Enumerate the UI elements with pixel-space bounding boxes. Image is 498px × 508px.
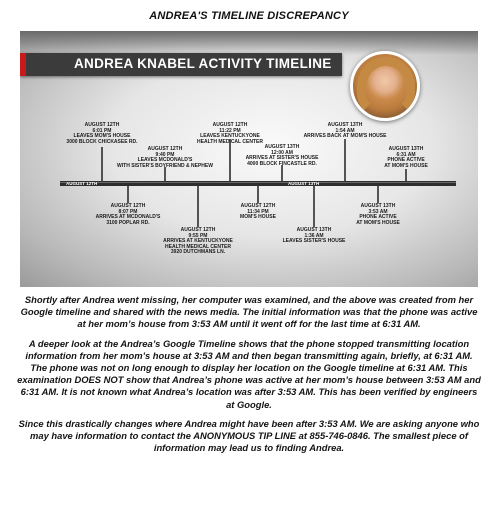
event-line: LEAVES SISTER'S HOUSE xyxy=(282,238,346,245)
event-date: AUGUST 12TH xyxy=(180,227,216,233)
event-date: AUGUST 13TH xyxy=(360,203,396,209)
event-above-2 xyxy=(117,147,213,169)
paragraph-3: Since this drastically changes where Andrea might have been after 3:53 AM. We are asking anyone who may have information to contact the ANONYMOUS TIP LINE at 855-746-0846. The smallest piece of information may lead us to finding Andrea. xyxy=(18,417,480,454)
event-time: 11:34 PM xyxy=(247,208,269,215)
banner-title: ANDREA KNABEL ACTIVITY TIMELINE xyxy=(74,56,332,71)
event-time: 9:40 PM xyxy=(155,151,175,158)
event-date: AUGUST 12TH xyxy=(84,122,120,128)
event-line: LEAVES KENTUCKYONE xyxy=(200,133,260,140)
event-above-4 xyxy=(234,145,330,167)
event-above-6 xyxy=(358,147,454,169)
event-below-4 xyxy=(266,228,362,245)
event-time: 9:55 PM xyxy=(188,232,208,239)
event-above-1 xyxy=(54,123,150,145)
event-below-3 xyxy=(210,204,306,221)
event-line: WITH SISTER'S BOYFRIEND & NEPHEW xyxy=(117,162,213,169)
event-below-2 xyxy=(150,228,246,256)
event-time: 12:00 AM xyxy=(271,149,293,156)
event-date: AUGUST 12TH xyxy=(240,203,276,209)
event-line: HEALTH MEDICAL CENTER xyxy=(165,243,231,250)
event-line: ARRIVES AT SISTER'S HOUSE xyxy=(245,155,319,162)
event-time: 1:36 AM xyxy=(304,232,324,239)
event-line: PHONE ACTIVE xyxy=(359,214,397,221)
event-line: 3920 DUTCHMANS LN. xyxy=(170,249,226,256)
timeline-axis xyxy=(60,181,456,186)
event-time: 1:54 AM xyxy=(335,127,355,134)
event-date: AUGUST 12TH xyxy=(212,122,248,128)
event-time: 8:07 PM xyxy=(118,208,138,215)
event-below-1 xyxy=(80,204,176,226)
event-line: 3100 POPLAR RD. xyxy=(106,219,150,226)
body-text xyxy=(16,294,482,461)
event-line: AT MOM'S HOUSE xyxy=(384,162,428,169)
event-line: ARRIVES AT KENTUCKYONE xyxy=(163,238,233,245)
event-below-5 xyxy=(330,204,426,226)
event-date: AUGUST 13TH xyxy=(388,146,424,152)
event-date: AUGUST 12TH xyxy=(147,146,183,152)
event-line: PHONE ACTIVE xyxy=(387,157,425,164)
event-line: 4000 BLOCK FINCASTLE RD. xyxy=(247,160,317,167)
event-time: 3:53 AM xyxy=(368,208,388,215)
event-date: AUGUST 12TH xyxy=(110,203,146,209)
event-above-3 xyxy=(182,123,278,145)
event-above-5 xyxy=(297,123,393,140)
event-line: LEAVES MCDONALD'S xyxy=(137,157,193,164)
document-heading: ANDREA'S TIMELINE DISCREPANCY xyxy=(149,10,349,22)
event-line: 3000 BLOCK CHICKASEE RD. xyxy=(66,138,138,145)
timeline-axis-highlight xyxy=(60,182,456,183)
event-line: ARRIVES AT MCDONALD'S xyxy=(95,214,161,221)
event-date: AUGUST 13TH xyxy=(296,227,332,233)
axis-label-aug12: AUGUST 12TH xyxy=(66,181,98,186)
event-line: AT MOM'S HOUSE xyxy=(356,219,400,226)
event-line: ARRIVES BACK AT MOM'S HOUSE xyxy=(303,133,387,140)
paragraph-2: A deeper look at the Andrea’s Google Timeline shows that the phone stopped transmitting location information from her mom’s house at 3:53 AM and then began transmitting again, briefly, at 6:31 AM. The phone was not on long enough to display her location on the Google timeline at 6:31 AM. This examination DOES NOT show that Andrea’s phone was active at her mom’s house between 3:53 AM and 6:31 AM. It is not known what Andrea’s location was after 3:53 AM. This has been verified by engineers at Google. xyxy=(17,337,481,410)
event-time: 11:22 PM xyxy=(219,127,241,134)
event-line: MOM'S HOUSE xyxy=(240,214,276,221)
event-date: AUGUST 13TH xyxy=(327,122,363,128)
timeline-graphic xyxy=(20,31,478,287)
axis-label-aug13: AUGUST 13TH xyxy=(288,181,320,186)
event-time: 6:31 AM xyxy=(396,151,416,158)
event-line: LEAVES MOM'S HOUSE xyxy=(73,133,131,140)
paragraph-1: Shortly after Andrea went missing, her computer was examined, and the above was created from her Google timeline and shared with the news media. The initial information was that the phone was active at her mom’s house from 3:53 AM until it went off for the last time at 6:31 AM. xyxy=(20,294,478,330)
event-line: HEALTH MEDICAL CENTER xyxy=(197,138,263,145)
event-date: AUGUST 13TH xyxy=(264,144,300,150)
event-time: 6:01 PM xyxy=(92,127,112,134)
